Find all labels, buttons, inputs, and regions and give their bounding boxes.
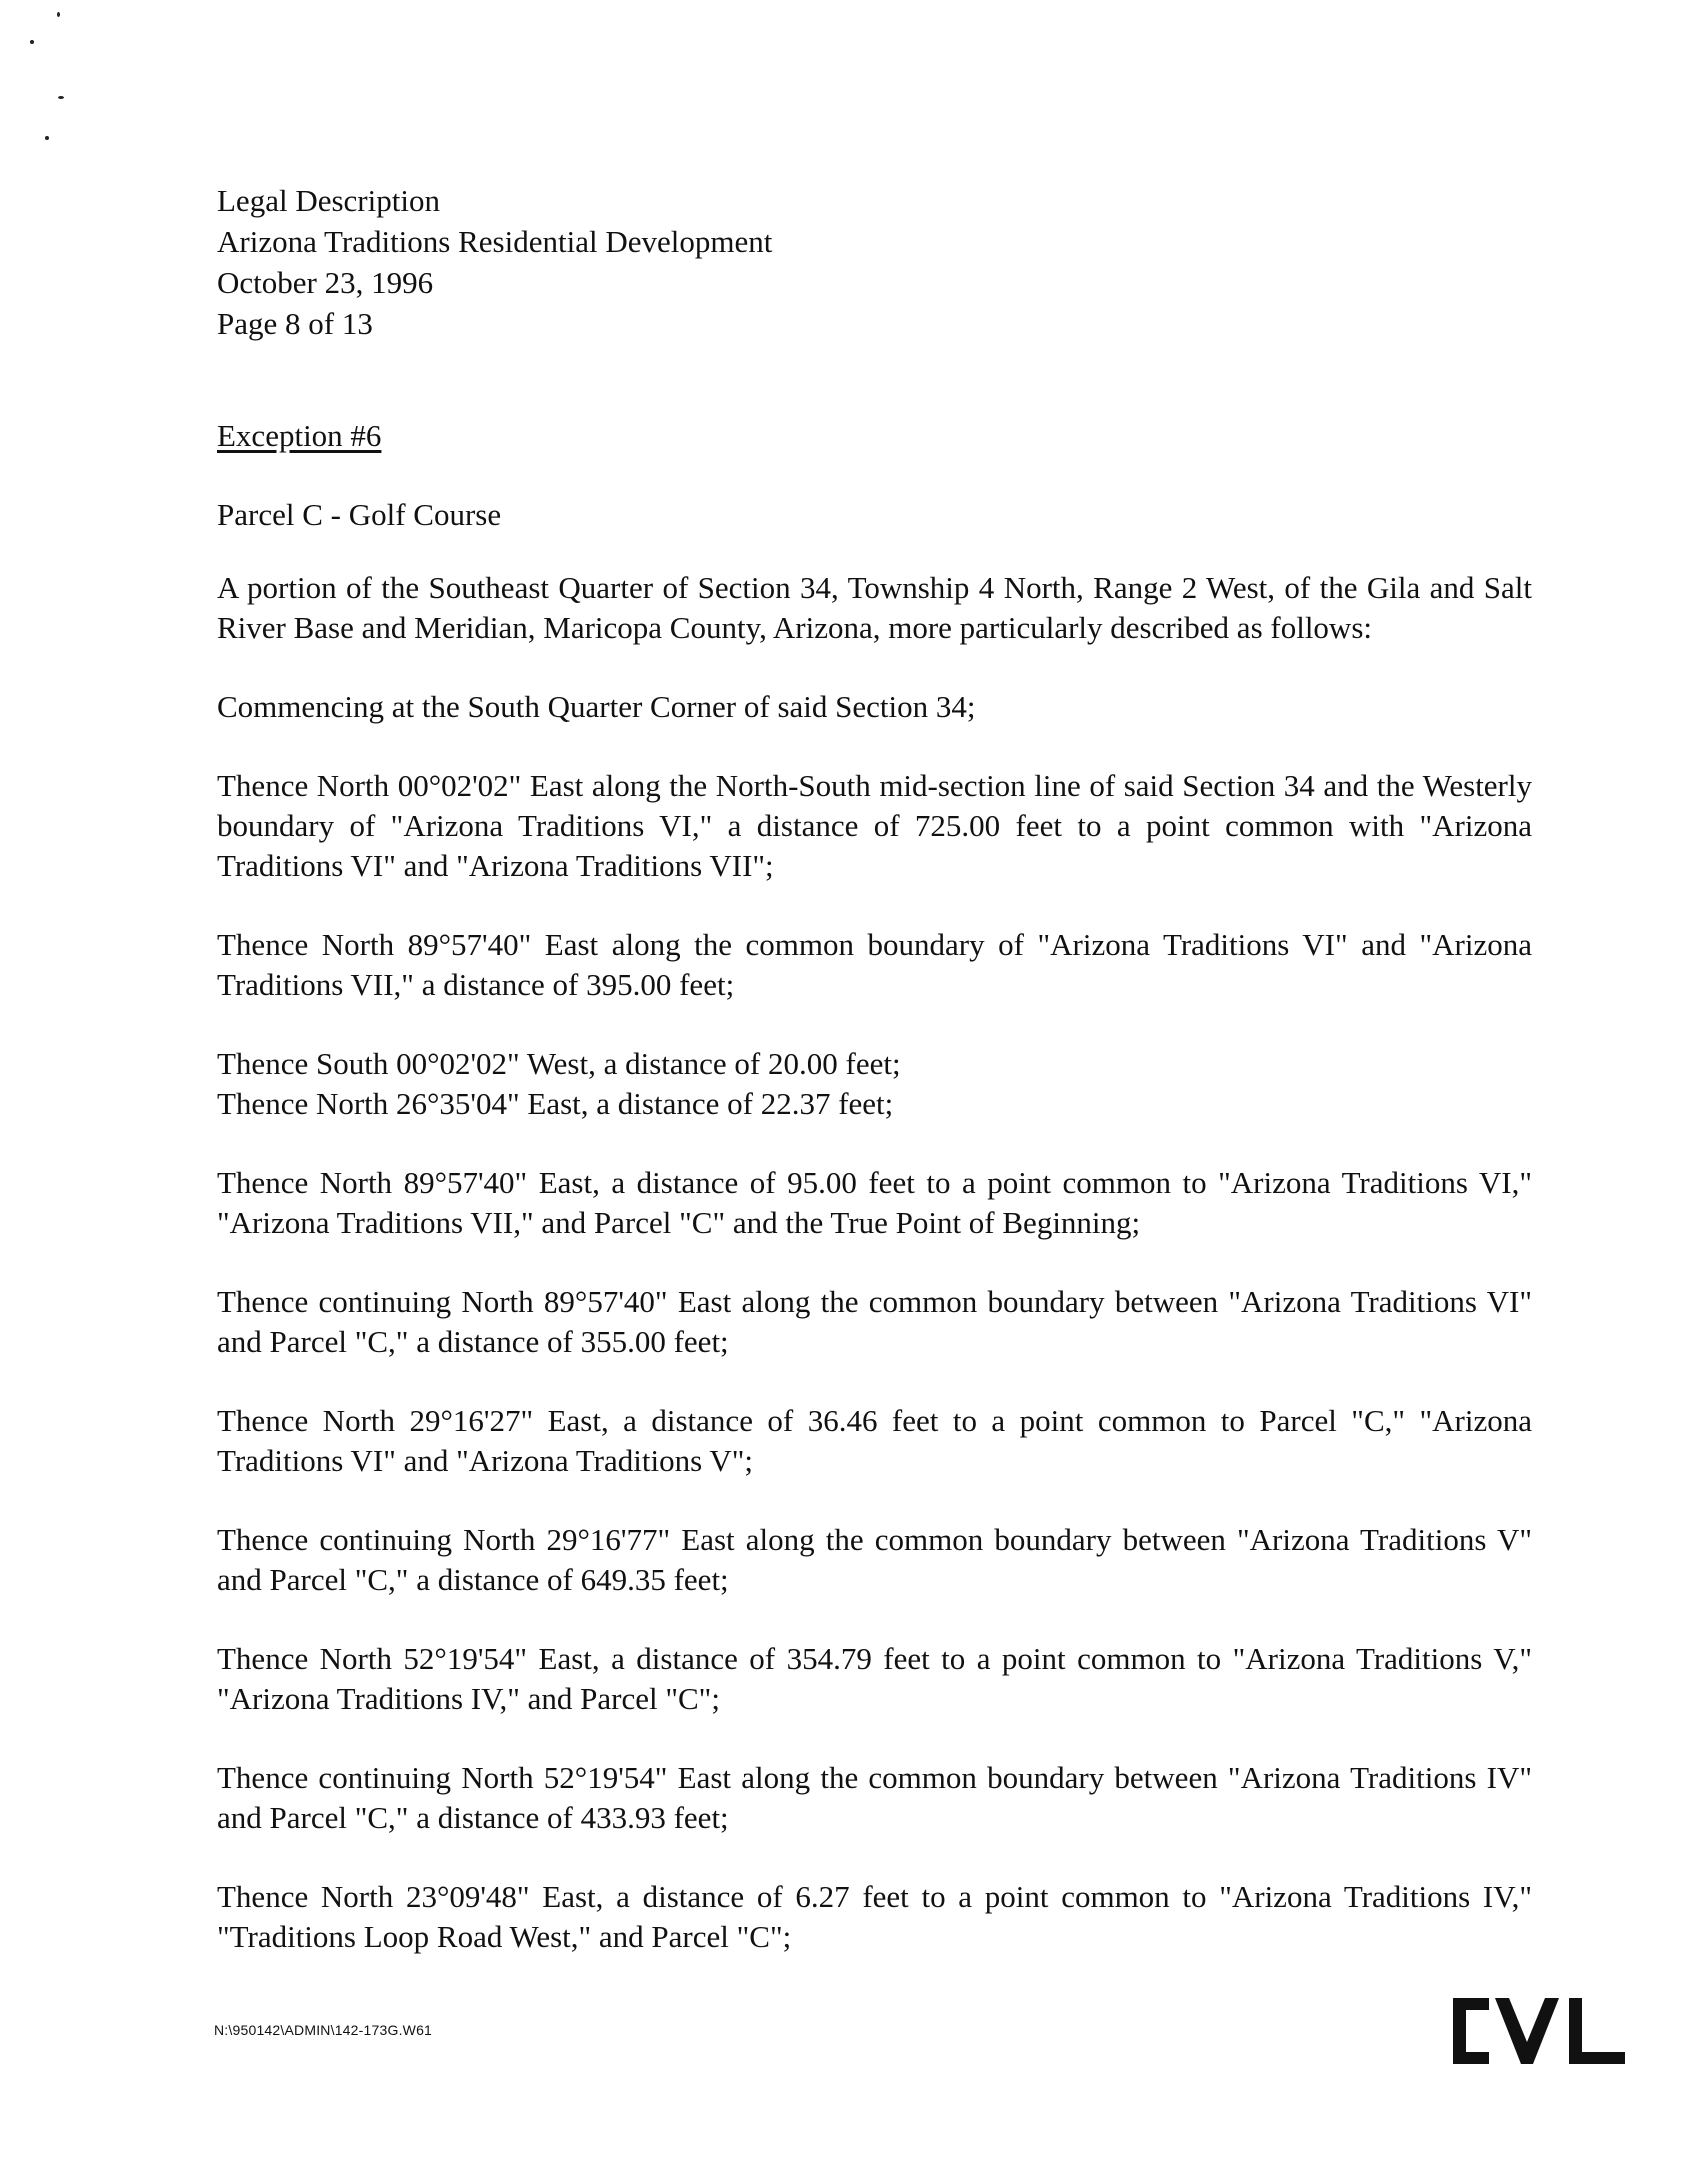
- header-date: October 23, 1996: [217, 265, 434, 300]
- scan-speck: [57, 12, 60, 17]
- paragraph-course: Thence North 00°02'02" East along the North-South mid-section line of said Section 34 and the Westerly boundary of "Arizona Traditions VI," a distance of 725.00 feet to a point common with "Arizona Traditions VI" and "Arizona Traditions VII";: [217, 768, 1532, 883]
- header-project: Arizona Traditions Residential Development: [217, 224, 773, 259]
- paragraph-course: Thence North 52°19'54" East, a distance of 354.79 feet to a point common to "Arizona Traditions V," "Arizona Traditions IV," and Parcel "C";: [217, 1641, 1532, 1716]
- paragraph-course: Thence North 29°16'27" East, a distance of 36.46 feet to a point common to Parcel "C," "Arizona Traditions VI" and "Arizona Traditions V";: [217, 1403, 1532, 1478]
- paragraph-course: Thence North 89°57'40" East, a distance of 95.00 feet to a point common to "Arizona Traditions VI," "Arizona Traditions VII," and Parcel "C" and the True Point of Beginning;: [217, 1165, 1532, 1240]
- paragraph-portion-description: A portion of the Southeast Quarter of Section 34, Township 4 North, Range 2 West, of the Gila and Salt River Base and Meridian, Maricopa County, Arizona, more particularly described as follows:: [217, 570, 1532, 645]
- document-header: [217, 180, 772, 344]
- paragraph-course: Thence continuing North 29°16'77" East along the common boundary between "Arizona Traditions V" and Parcel "C," a distance of 649.35 feet;: [217, 1522, 1532, 1597]
- scan-speck: [45, 136, 49, 140]
- parcel-heading: Parcel C - Golf Course: [217, 497, 502, 532]
- paragraph-course: Thence North 23°09'48" East, a distance of 6.27 feet to a point common to "Arizona Traditions IV," "Traditions Loop Road West," and Parcel "C";: [217, 1879, 1532, 1954]
- header-page-number: Page 8 of 13: [217, 306, 373, 341]
- header-title: Legal Description: [217, 183, 440, 218]
- paragraph-course: Thence North 89°57'40" East along the common boundary of "Arizona Traditions VI" and "Arizona Traditions VII," a distance of 395.00 feet;: [217, 927, 1532, 1002]
- exception-heading: Exception #6: [217, 418, 382, 453]
- scan-speck: [58, 96, 64, 99]
- paragraph-course: Thence continuing North 89°57'40" East along the common boundary between "Arizona Traditions VI" and Parcel "C," a distance of 355.00 feet;: [217, 1284, 1532, 1359]
- paragraph-course: Thence continuing North 52°19'54" East along the common boundary between "Arizona Traditions IV" and Parcel "C," a distance of 433.93 feet;: [217, 1760, 1532, 1835]
- scan-speck: [30, 40, 34, 44]
- paragraph-commencing: Commencing at the South Quarter Corner of said Section 34;: [217, 689, 976, 724]
- footer-file-path: N:\950142\ADMIN\142-173G.W61: [214, 2022, 433, 2038]
- legal-description-body: [217, 568, 1532, 1996]
- paragraph-course: Thence South 00°02'02" West, a distance of 20.00 feet;: [217, 1046, 901, 1081]
- cvl-logo: [1445, 1990, 1630, 2072]
- paragraph-course: Thence North 26°35'04" East, a distance of 22.37 feet;: [217, 1086, 894, 1121]
